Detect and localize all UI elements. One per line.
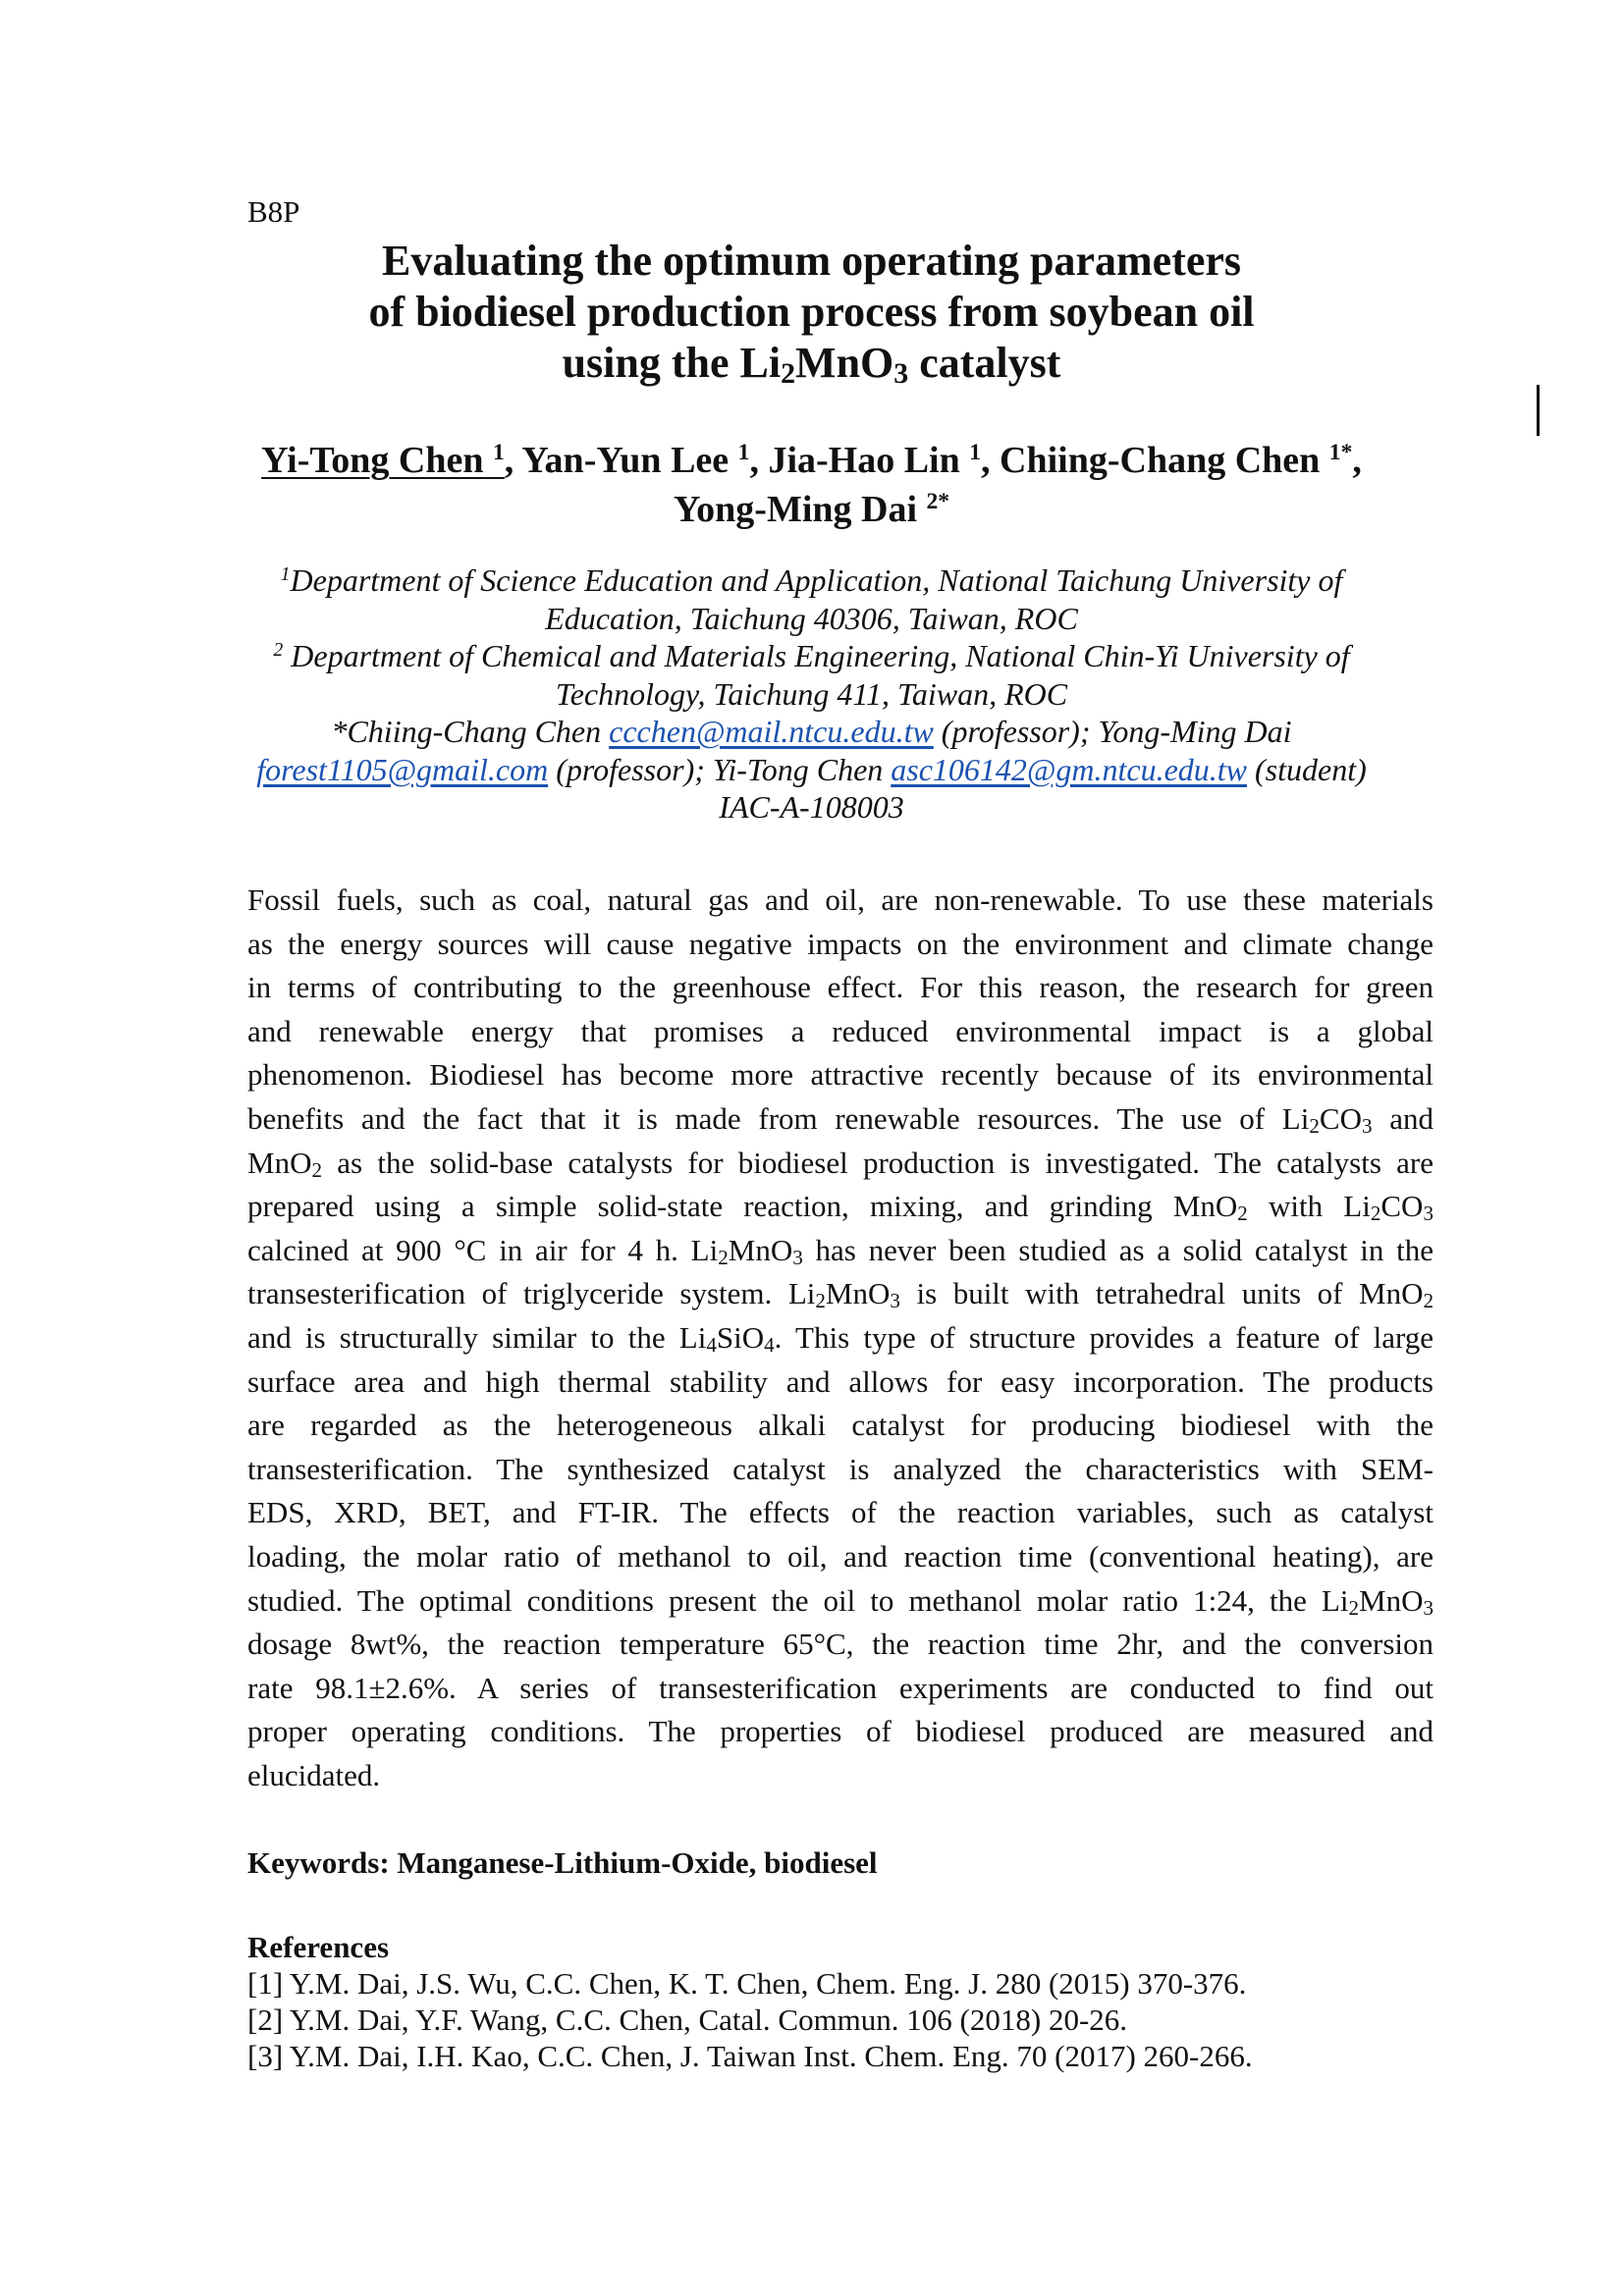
author-name: Chiing-Chang Chen — [1000, 440, 1321, 481]
abstract-line: studied. The optimal conditions present the oil to methanol molar ratio 1:24, the $Li_2MnO_3$ — [247, 1582, 1434, 1620]
abstract-line: transesterification. The synthesized catalyst is analyzed the characteristics with SEM- — [247, 1451, 1434, 1486]
abstract-line: are regarded as the heterogeneous alkali catalyst for producing biodiesel with the — [247, 1408, 1434, 1443]
abstract-line: as the energy sources will cause negative impacts on the environment and climate change — [247, 926, 1434, 961]
author-name: Yong-Ming Dai — [673, 489, 918, 530]
author-list — [0, 436, 1623, 534]
author-name: Yi-Tong Chen $^1$ — [261, 440, 505, 481]
paper-title — [0, 236, 1623, 389]
abstract-line: rate 98.1±2.6%. A series of transesterification experiments are conducted to find out — [247, 1670, 1434, 1705]
affiliation-1-line-2: Education, Taichung 40306, Taiwan, ROC — [545, 600, 1078, 636]
keywords: Keywords: Manganese-Lithium-Oxide, biodiesel — [247, 1845, 878, 1880]
author-name: Jia-Hao Lin — [768, 440, 960, 481]
abstract-line: benefits and the fact that it is made from renewable resources. The use of $Li_2CO_3$ and — [247, 1100, 1434, 1139]
affiliation-1-line-1: $^1$Department of Science Education and Application, National Taichung University of — [280, 562, 1343, 598]
abstract-line: loading, the molar ratio of methanol to oil, and reaction time (conventional heating), are — [247, 1538, 1434, 1574]
reference-item: [1] Y.M. Dai, J.S. Wu, C.C. Chen, K. T. Chen, Chem. Eng. J. 280 (2015) 370-376. — [247, 1966, 1247, 2001]
author-line-2: Yong-Ming Dai $^{2*}$ — [673, 489, 950, 530]
session-code: B8P — [247, 194, 300, 229]
contact-line-1: *Chiing-Chang Chen ccchen@mail.ntcu.edu.tw (professor); Yong-Ming Dai — [331, 714, 1292, 749]
abstract-line: EDS, XRD, BET, and FT-IR. The effects of the reaction variables, such as catalyst — [247, 1495, 1434, 1530]
author-name: Yan-Yun Lee — [521, 440, 730, 481]
abstract-body — [247, 879, 1434, 1797]
abstract-line: proper operating conditions. The properties of biodiesel produced are measured and — [247, 1714, 1434, 1749]
abstract-line: dosage 8wt%, the reaction temperature 65°C, the reaction time 2hr, and the conversion — [247, 1627, 1434, 1662]
title-line-3: using the $Li_2MnO_3$ catalyst — [562, 339, 1061, 390]
reference-item: [3] Y.M. Dai, I.H. Kao, C.C. Chen, J. Taiwan Inst. Chem. Eng. 70 (2017) 260-266. — [247, 2039, 1253, 2073]
abstract-line: in terms of contributing to the greenhouse effect. For this reason, the research for green — [247, 970, 1434, 1005]
affiliations — [0, 561, 1623, 827]
abstract-line: and renewable energy that promises a reduced environmental impact is a global — [247, 1013, 1434, 1048]
title-line-2: of biodiesel production process from soybean oil — [368, 288, 1255, 336]
reference-item: [2] Y.M. Dai, Y.F. Wang, C.C. Chen, Catal. Commun. 106 (2018) 20-26. — [247, 2002, 1128, 2037]
references-heading: References — [247, 1930, 390, 1964]
title-line-1: Evaluating the optimum operating parameters — [381, 237, 1242, 285]
email-link-ccchen[interactable]: ccchen@mail.ntcu.edu.tw — [609, 714, 934, 749]
author-line-1: Yi-Tong Chen $^1$, Yan-Yun Lee $^1$, Jia-Hao Lin $^1$, Chiing-Chang Chen $^{1*}$, — [261, 440, 1362, 481]
references — [247, 1929, 1253, 2074]
abstract-line: calcined at 900 °C in air for 4 h. $Li_2MnO_3$ has never been studied as a solid catalyst in the — [247, 1232, 1434, 1269]
abstract-line: elucidated. — [247, 1757, 381, 1792]
abstract-line: prepared using a simple solid-state reaction, mixing, and grinding MnO$_2$ with $Li_2CO_3$ — [247, 1189, 1434, 1226]
abstract-id: IAC-A-108003 — [719, 789, 904, 825]
contact-line-2: forest1105@gmail.com (professor); Yi-Tong Chen asc106142@gm.ntcu.edu.tw (student) — [256, 751, 1367, 787]
abstract-line: MnO$_2$ as the solid-base catalysts for biodiesel production is investigated. The catalysts are — [247, 1145, 1434, 1182]
email-link-asc[interactable]: asc106142@gm.ntcu.edu.tw — [891, 751, 1247, 787]
email-link-forest[interactable]: forest1105@gmail.com — [256, 751, 549, 787]
affiliation-2-line-1: $^2$ Department of Chemical and Materials Engineering, National Chin-Yi University of — [273, 638, 1350, 673]
abstract-line: Fossil fuels, such as coal, natural gas and oil, are non-renewable. To use these materials — [247, 882, 1434, 917]
affiliation-2-line-2: Technology, Taichung 411, Taiwan, ROC — [555, 675, 1068, 712]
abstract-line: phenomenon. Biodiesel has become more attractive recently because of its environmental — [247, 1057, 1434, 1093]
abstract-line: transesterification of triglyceride system. $Li_2MnO_3$ is built with tetrahedral units of MnO$_2$ — [247, 1276, 1434, 1313]
text-cursor — [1537, 385, 1540, 436]
abstract-line: and is structurally similar to the $Li_4SiO_4$. This type of structure provides a feature of large — [247, 1319, 1434, 1358]
abstract-line: surface area and high thermal stability and allows for easy incorporation. The products — [247, 1363, 1434, 1399]
